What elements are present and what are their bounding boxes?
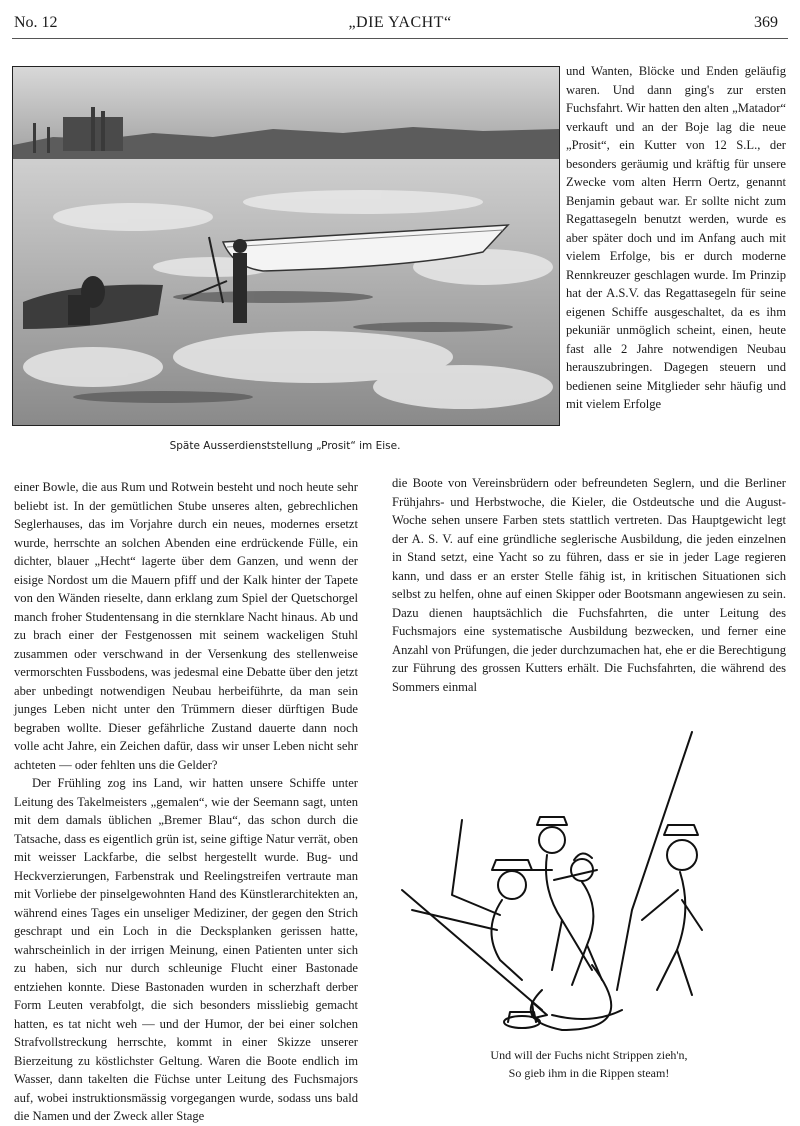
cartoon-illustration [392, 730, 786, 1050]
issue-number: No. 12 [14, 14, 58, 31]
cartoon-caption-line: So gieb ihm in die Rippen steam! [508, 1066, 670, 1080]
right-column-top-text: und Wanten, Blöcke und Enden geläufig waren. Und dann ging's zur ersten Fuchsfahrt. Wir hatten den alten „Matador“ verkauft und an der Boje lag die neue „Prosit“, ein Kutter von 12 S.L., der besonders geräumig und kräftig für unsere Zwecke vom alten Herrn Oertz, genannt Benjamin gebaut war. Er sollte nicht zum Regattasegeln benutzt werden, wurde es aber später doch und im Anfang auch mit vielem Erfolge, bis er durch moderne Rennkreuzer geschlagen wurde. Im Prinzip hat der A.S.V. das Regattasegeln für seine eigenen Schiffe ausgeschaltet, da es ihm pekuniär unmöglich scheint, einen, heute fast alle 2 Jahre notwendigen Neubau herauszubringen. Dagegen steuern und bedienen seine Mitglieder sehr häufig und mit vielem Erfolge [566, 64, 786, 411]
page-number: 369 [754, 14, 778, 31]
journal-title: „DIE YACHT“ [348, 14, 452, 31]
header-rule [12, 38, 788, 39]
photo-caption: Späte Ausserdienststellung „Prosit“ im Eise. [169, 440, 401, 452]
cartoon-caption-line: Und will der Fuchs nicht Strippen zieh'n, [490, 1048, 688, 1062]
cartoon-caption [392, 1046, 786, 1082]
paragraph: Der Frühling zog ins Land, wir hatten unsere Schiffe unter Leitung des Takelmeisters „gemalen“, wie der Seemann sagt, unten mit dem damals üblichen „Bremer Blau“, das schon durch die Tatsache, dass es eigentlich grün ist, seine giftige Natur verrät, oben mit weisser Lackfarbe, die selbst hergestellt wurde. Bug- und Heckverzierungen, Farbenstrak und Reelingstreifen vertraute man mit Vorliebe der pinselgewohnten Hand des Künstlerarchitekten an, während eines Tages ein unseliger Mediziner, der gegen den Strich geschrapt und ein Loch in die Decksplanken gerissen hatte, wahrscheinlich in der irrigen Meinung, einen Patienten unter sich zu haben, sich nur durch schleunige Flucht einer Bastonade entziehen konnte. Diese Bastonaden wurden in scherzhaft derber Form Leuten verabfolgt, die sich besonders missliebig gemacht hatten, es tat nicht weh — und der Humor, der bei einer solchen Strafvollstreckung herrschte, kommt in einer Skizze unserer Bierzeitung zu köstlichster Geltung. Waren die Boote endlich im Wasser, dann takelten die Füchse unter Leitung des Fuchsmajors auf, wobei instruktionsmässig vorgegangen wurde, sodass uns bald die Namen und der Zweck aller Stage [14, 776, 358, 1123]
right-column-text: die Boote von Vereinsbrüdern oder befreundeten Seglern, und die Berliner Frühjahrs- und Herbstwoche, die Kieler, die Ostdeutsche und die August-Woche sehen unsere Farben stets stattlich vertreten. Das Hauptgewicht legt der A. S. V. auf eine gründliche seglerische Ausbildung, die jeden einzelnen in Stand setzt, eine Yacht so zu führen, dass er sie in jeder Lage regieren kann, und dass er an erster Stelle fähig ist, in kritischen Situationen sich selbst zu helfen, ohne auf einen Skipper oder Bootsmann angewiesen zu sein. Dazu dienen hauptsächlich die Fuchsfahrten, die unter Leitung des Fuchsmajors eine systematische Ausbildung bezwecken, und ferner eine Anzahl von Prüfungen, die jeder durchzumachen hat, ehe er die Berechtigung zur Führung des grossen Kutters erhält. Die Fuchsfahrten, die während des Sommers einmal [392, 476, 786, 694]
left-column-text [14, 478, 358, 1126]
paragraph: einer Bowle, die aus Rum und Rotwein besteht und noch heute sehr beliebt ist. In der gemütlichen Stube unseres alten, gebrechlichen Seglerhauses, das im Vorjahre durch ein neues, modernes ersetzt wurde, herrschte an solchen Abenden eine erdrückende Fülle, ein dichter, blauer „Hecht“ lagerte über dem Ganzen, und wenn der eisige Nordost um die Mauern pfiff und der Kalk hinter der Tapete von den Wänden rieselte, dann erklang zum Spiel der Quetschorgel manch froher Studentensang in die sternklare Nacht hinaus. Ab und zu brach einer der Festgenossen mit seinem wackeligen Stuhl zusammen oder verschwand in der Versenkung des stellenweise vermorschten Fussbodens, was jedesmal eine Debatte über den jetzt aber unbedingt notwendigen Neubau herbeiführte, da man sein junges Leben nicht unter den Trümmern dieser dürftigen Bude begraben wollte. Dieser gefährliche Zustand dauerte dann noch volle acht Jahre, ein Zeichen dafür, dass wir unser Leben nicht sehr achteten — oder fehlten uns die Gelder? [14, 480, 358, 772]
photo-boat-in-ice [12, 66, 560, 426]
